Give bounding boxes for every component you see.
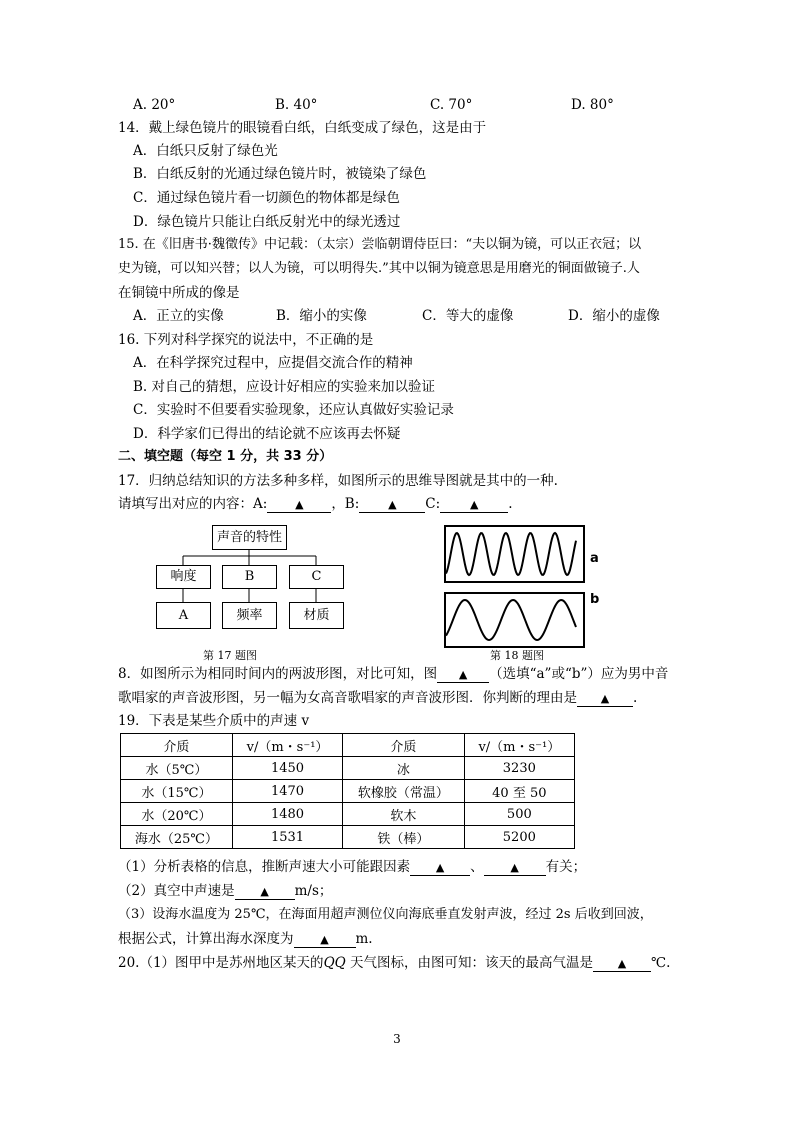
q18-line-2-tail: . [633,690,638,706]
table-cell: 40 至 50 [464,780,574,803]
mindmap-node-loudness: 响度 [156,565,211,589]
q19-sub2 [118,881,332,901]
q14-option-c: C．通过绿色镜片看一切颜色的物体都是绿色 [133,190,400,206]
mindmap-node-b: B [222,565,277,589]
q13-option-b: B. 40° [275,97,318,113]
waveform-b-label: b [590,592,600,607]
q17-blank-b[interactable]: ▲ [359,497,425,513]
q19-blank-3[interactable]: ▲ [235,884,295,900]
table-header-row [121,734,575,757]
q13-option-d: D. 80° [571,97,614,113]
q19-sub2-text: （2）真空中声速是 [118,883,235,899]
waveform-a [446,527,583,581]
q17-blank-c[interactable]: ▲ [440,497,508,513]
q15-option-a: A．正立的实像 [133,308,224,324]
q14-option-b: B．白纸反射的光通过绿色镜片时，被镜染了绿色 [133,166,427,182]
q13-option-c: C. 70° [430,97,473,113]
mindmap-node-c: C [289,565,344,589]
q20-qq: QQ [323,955,346,971]
q16-option-a: A．在科学探究过程中，应提倡交流合作的精神 [133,355,413,371]
table-cell: 1531 [232,826,342,849]
q16-option-d: D．科学家们已得出的结论就不应该再去怀疑 [133,426,401,442]
q19-sub3-line-2 [118,929,373,949]
table-cell: 冰 [343,757,465,780]
q18-line-2 [118,688,637,708]
q19-sub3-tail: m. [355,931,373,947]
q17-label-c: C: [425,496,441,512]
mindmap-node-frequency: 频率 [222,602,277,629]
table-cell: 海水（25℃） [121,826,233,849]
q19-sub3-line-1: （3）设海水温度为 25℃，在海面用超声测位仪向海底垂直发射声波，经过 2s 后收到回波， [118,907,653,922]
q16-option-c: C．实验时不但要看实验现象，还应认真做好实验记录 [133,402,454,418]
table-cell: 软橡胶（常温） [343,780,465,803]
q15-option-c: C．等大的虚像 [422,308,514,324]
table-row [121,826,575,849]
q19-sub1-sep: 、 [470,859,484,875]
q16-option-b: B. 对自己的猜想，应设计好相应的实验来加以验证 [133,379,436,395]
table-cell: 铁（棒） [343,826,465,849]
q20-tail: ℃. [651,955,671,971]
q15-option-b: B．缩小的实像 [276,308,367,324]
section-2-heading: 二、填空题（每空 1 分，共 33 分） [118,449,333,464]
table-header-cell: v/（m・s⁻¹） [232,734,342,757]
q15-stem-line-3: 在铜镜中所成的像是 [118,285,240,301]
q20-line-1 [118,953,670,973]
q19-stem: 19．下表是某些介质中的声速 v [118,713,310,729]
q20-text-mid: 天气图标，由图可知：该天的最高气温是 [345,955,593,971]
q17-prefix: 请填写出对应的内容：A: [118,496,268,512]
waveform-a-frame [444,525,585,583]
q17-label-b: ，B: [331,496,360,512]
q19-blank-4[interactable]: ▲ [294,932,356,948]
table-cell: 水（5℃） [121,757,233,780]
table-row [121,780,575,803]
table-cell: 软木 [343,803,465,826]
table-cell: 500 [464,803,574,826]
q14-option-d: D．绿色镜片只能让白纸反射光中的绿光透过 [133,214,401,230]
table-cell: 水（20℃） [121,803,233,826]
q19-sub1-text: （1）分析表格的信息，推断声速大小可能跟因素 [118,859,411,875]
q20-blank-1[interactable]: ▲ [593,956,651,972]
q15-stem-line-1: 15. 在《旧唐书·魏徵传》中记载：（太宗）尝临朝谓侍臣曰：“夫以铜为镜，可以正衣冠；以 [118,237,642,252]
q16-stem: 16. 下列对科学探究的说法中，不正确的是 [118,332,374,348]
mindmap-node-a: A [156,602,211,629]
q17-line-1: 17．归纳总结知识的方法多种多样，如图所示的思维导图就是其中的一种. [118,473,558,489]
q19-sub2-tail: m/s； [294,883,333,899]
figure-17-caption: 第 17 题图 [203,649,257,662]
table-cell: 1470 [232,780,342,803]
q14-stem: 14．戴上绿色镜片的眼镜看白纸，白纸变成了绿色，这是由于 [118,120,487,136]
mindmap-root: 声音的特性 [212,525,287,550]
table-row [121,803,575,826]
q20-text: 20.（1）图甲中是苏州地区某天的 [118,955,324,971]
waveform-a-label: a [590,551,599,566]
q19-sub1 [118,857,586,877]
q19-blank-1[interactable]: ▲ [410,860,470,876]
q14-option-a: A．白纸只反射了绿色光 [133,143,278,159]
q19-sub1-tail: 有关； [545,859,587,875]
table-header-cell: 介质 [343,734,465,757]
table-header-cell: v/（m・s⁻¹） [464,734,574,757]
q17-end: . [508,496,513,512]
q19-sub3-text: 根据公式，计算出海水深度为 [118,931,294,947]
table-row [121,757,575,780]
q18-blank-2[interactable]: ▲ [577,691,633,707]
table-cell: 1480 [232,803,342,826]
waveform-b [446,594,583,646]
table-cell: 水（15℃） [121,780,233,803]
sound-speed-table [120,733,575,849]
table-cell: 5200 [464,826,574,849]
table-cell: 1450 [232,757,342,780]
page-number: 3 [393,1032,401,1046]
q18-blank-1[interactable]: ▲ [437,667,489,683]
q19-blank-2[interactable]: ▲ [484,860,546,876]
q13-option-a: A. 20° [133,97,176,113]
waveform-b-frame [444,592,585,648]
q18-line-1-text: 8．如图所示为相同时间内的两波形图，对比可知，图 [118,666,438,682]
table-cell: 3230 [464,757,574,780]
mindmap-node-material: 材质 [289,602,344,629]
q15-stem-line-2: 史为镜，可以知兴替；以人为镜，可以明得失.”其中以铜为镜意思是用磨光的铜面做镜子.人 [118,261,640,276]
q17-blank-a[interactable]: ▲ [267,497,331,513]
q18-line-2-text: 歌唱家的声音波形图，另一幅为女高音歌唱家的声音波形图．你判断的理由是 [118,690,577,706]
q18-line-1 [118,664,668,684]
table-header-cell: 介质 [121,734,233,757]
figure-18-caption: 第 18 题图 [490,649,544,662]
q18-line-1-tail: （选填“a”或“b”）应为男中音 [489,666,669,682]
q15-option-d: D．缩小的虚像 [568,308,660,324]
